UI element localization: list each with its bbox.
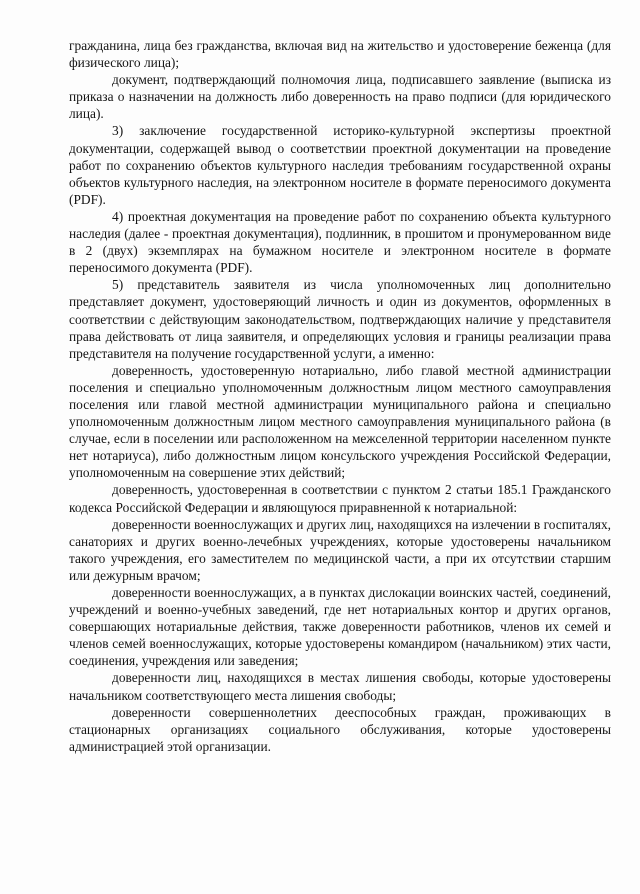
paragraph-social-care-power-of-attorney: доверенности совершеннолетних дееспособных граждан, проживающих в стационарных организациях социального обслуживания, которые удостоверены администрацией этой организации.: [69, 704, 611, 754]
paragraph-notarized-power-of-attorney: доверенность, удостоверенную нотариально, либо главой местной администрации поселения и специально уполномоченным должностным лицом местного самоуправления поселения или главой местной администрации муниципального района и специально уполномоченным должностным лицом местного самоуправления муниципального района (в случае, если в поселении или расположенном на межселенной территории населенном пункте нет нотариуса), либо должностным лицом консульского учреждения Российской Федерации, уполномоченным на совершение этих действий;: [69, 362, 611, 481]
paragraph-item-3-expertise: 3) заключение государственной историко-культурной экспертизы проектной документации, содержащей вывод о соответствии проектной документации на проведение работ по сохранению объектов культурного наследия требованиям государственной охраны объектов культурного наследия, на электронном носителе в формате переносимого документа (PDF).: [69, 123, 611, 207]
paragraph-military-power-of-attorney: доверенности военнослужащих, а в пунктах дислокации воинских частей, соединений, учреждений и военно-учебных заведений, где нет нотариальных контор и других органов, совершающих нотариальные действия, также доверенности работников, членов их семей и членов семей военнослужащих, которые удостоверены командиром (начальником) этих части, соединения, учреждения или заведения;: [69, 585, 611, 669]
paragraph-citizenship-documents: гражданина, лица без гражданства, включая вид на жительство и удостоверение беженца (для физического лица);: [69, 38, 611, 71]
paragraph-hospital-power-of-attorney: доверенности военнослужащих и других лиц, находящихся на излечении в госпиталях, санаториях и других военно-лечебных учреждениях, которые удостоверены начальником такого учреждения, его заместителем по медицинской части, а при их отсутствии старшим или дежурным врачом;: [69, 516, 611, 583]
paragraph-item-4-project-documentation: 4) проектная документация на проведение работ по сохранению объекта культурного наследия (далее - проектная документация), подлинник, в прошитом и пронумерованном виде в 2 (двух) экземплярах на бумажном носителе и электронном носителе в формате переносимого документа (PDF).: [69, 208, 611, 276]
paragraph-prison-power-of-attorney: доверенности лиц, находящихся в местах лишения свободы, которые удостоверены начальником соответствующего места лишения свободы;: [69, 670, 611, 703]
document-body: [69, 37, 611, 755]
paragraph-authority-document: документ, подтверждающий полномочия лица, подписавшего заявление (выписка из приказа о назначении на должность либо доверенность на право подписи (для юридического лица).: [69, 72, 611, 122]
paragraph-equivalent-power-of-attorney: доверенность, удостоверенная в соответствии с пунктом 2 статьи 185.1 Гражданского кодекса Российской Федерации и являющуюся приравненной к нотариальной:: [69, 482, 611, 515]
paragraph-item-5-representative: 5) представитель заявителя из числа уполномоченных лиц дополнительно представляет документ, удостоверяющий личность и один из документов, оформленных в соответствии с действующим законодательством, подтверждающих наличие у представителя права действовать от лица заявителя, и определяющих условия и границы реализации права представителя на получение государственной услуги, а именно:: [69, 277, 611, 361]
